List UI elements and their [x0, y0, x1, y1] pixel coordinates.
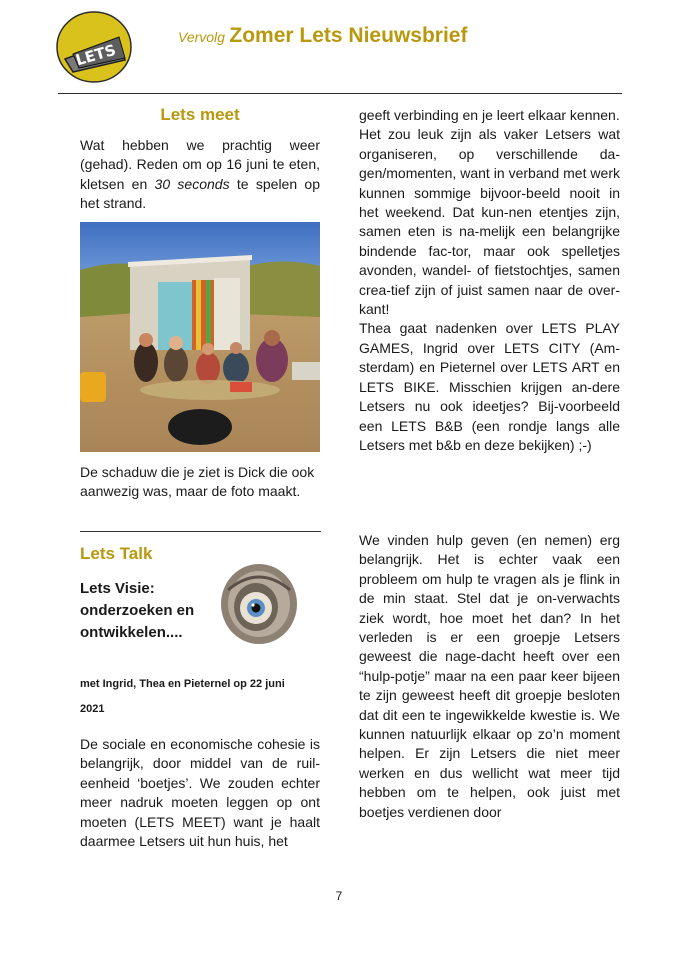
lets-meet-text [80, 136, 320, 214]
beach-photo [80, 222, 320, 452]
lets-logo [55, 10, 133, 84]
logo-text: LETS [73, 40, 118, 70]
header-divider [58, 93, 622, 94]
lets-meet-heading: Lets meet [160, 105, 240, 124]
newsletter-title [178, 24, 467, 48]
title-prefix: Vervolg [178, 29, 225, 45]
visie-line: onderzoeken en [80, 602, 195, 619]
visie-line: ontwikkelen.... [80, 624, 183, 641]
lets-visie-heading [80, 578, 220, 644]
eye-shell-image [216, 560, 302, 646]
lets-talk-text: De sociale en economische cohesie is belangrijk, door middel van de ruil-eenheid ‘boetjes’. We zouden echter meer nadruk moeten leggen op ont moeten (LETS MEET) want je haalt daarmee Letsers uit hun huis, het [80, 736, 320, 850]
met-line: met Ingrid, Thea en Pieternel op 22 juni [80, 678, 285, 690]
section-divider [80, 531, 321, 532]
lets-meet-text-italic: 30 seconds [154, 175, 230, 192]
met-participants [80, 672, 320, 722]
met-line: 2021 [80, 703, 105, 715]
paragraph: geeft verbinding en je leert elkaar kennen. [359, 107, 620, 123]
lets-meet-text-end: te spelen op het strand. [80, 175, 321, 212]
right-column-bottom [359, 531, 620, 822]
lets-meet-text-start: Wat hebben we prachtig weer (gehad). Reden om op 16 juni te eten, kletsen en [80, 137, 320, 192]
visie-line: Lets Visie: [80, 580, 155, 597]
page-number: 7 [335, 889, 343, 903]
lets-talk-heading: Lets Talk [80, 544, 153, 563]
right-column-top [359, 106, 620, 455]
paragraph: We vinden hulp geven (en nemen) erg belangrijk. Het is echter vaak een probleem om hulp te vragen als je flink in de min staat. Stel dat je on-verwachts ziek wordt, hoe moet het dan? In het verleden is er een groepje Letsers geweest die nage-dacht heeft over een “hulp-potje” maar na een paar keer bijeen te zijn geweest heeft dit groepje besloten dat dit een te ingewikkelde kwestie is. We kunnen natuurlijk elkaar op zo’n moment helpen. Er zijn Letsers die niet meer werken en dus wellicht wat meer tijd hebben om te helpen, ook juist met boetjes verdienen door [359, 532, 620, 820]
title-main: Zomer Lets Nieuwsbrief [229, 24, 468, 47]
photo-caption: De schaduw die je ziet is Dick die ook aanwezig was, maar de foto maakt. [80, 464, 315, 500]
paragraph: Het zou leuk zijn als vaker Letsers wat organiseren, op verschillende da-gen/momenten, want in verband met werk kunnen sommige bijvoor-beeld nooit in het weekend. Dat kun-nen etentjes zijn, samen eten is na-melijk een belangrijke bindende fac-tor, maar ook spelletjes avonden, wandel- of fietstochtjes, samen crea-tief zijn of juist samen naar de over-kant! [359, 126, 620, 318]
paragraph: Thea gaat nadenken over LETS PLAY GAMES, Ingrid over LETS CITY (Am-sterdam) en Pieternel over LETS ART en LETS BIKE. Misschien krijgen an-dere Letsers nu ook ideetjes? Bij-voorbeeld een LETS B&B (een rondje langs alle Letsers met b&b en deze bekijken) ;-) [359, 320, 620, 453]
